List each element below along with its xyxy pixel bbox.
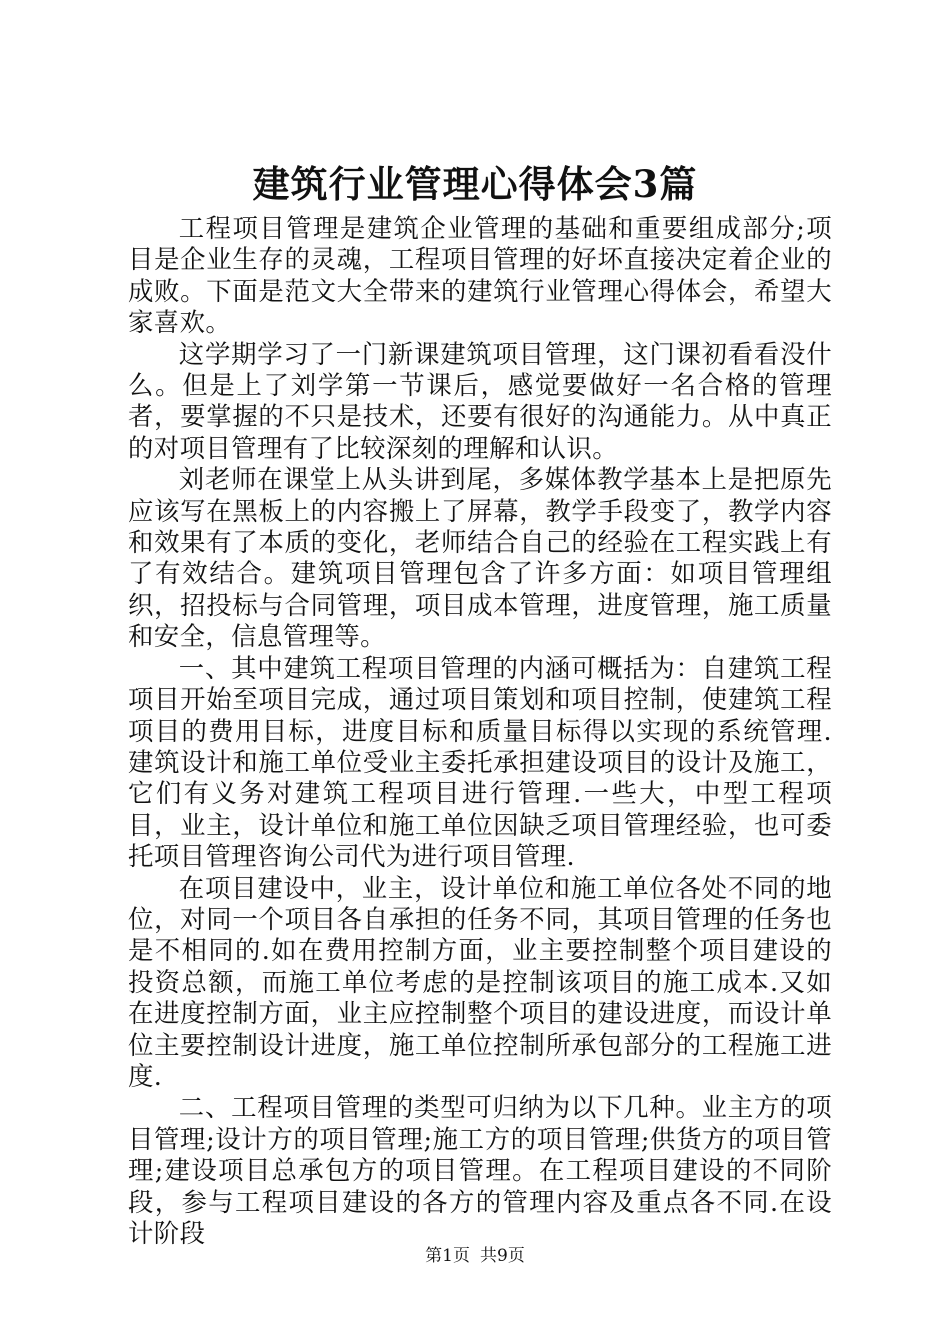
page-footer	[0, 1245, 950, 1267]
paragraph: 二、工程项目管理的类型可归纳为以下几种。业主方的项目管理;设计方的项目管理;施工方的项目管理;供货方的项目管理;建设项目总承包方的项目管理。在工程项目建设的不同阶段，参与工程项目建设的各方的管理内容及重点各不同.在设计阶段	[128, 1092, 832, 1248]
paragraph: 一、其中建筑工程项目管理的内涵可概括为：自建筑工程项目开始至项目完成，通过项目策划和项目控制，使建筑工程项目的费用目标，进度目标和质量目标得以实现的系统管理.建筑设计和施工单位受业主委托承担建设项目的设计及施工，它们有义务对建筑工程项目进行管理.一些大，中型工程项目，业主，设计单位和施工单位因缺乏项目管理经验，也可委托项目管理咨询公司代为进行项目管理.	[128, 652, 832, 872]
page-number-total: 共9页	[480, 1246, 525, 1266]
paragraph: 在项目建设中，业主，设计单位和施工单位各处不同的地位，对同一个项目各自承担的任务不同，其项目管理的任务也是不相同的.如在费用控制方面，业主要控制整个项目建设的投资总额，而施工单位考虑的是控制该项目的施工成本.又如在进度控制方面，业主应控制整个项目的建设进度，而设计单位主要控制设计进度，施工单位控制所承包部分的工程施工进度.	[128, 872, 832, 1091]
paragraph: 刘老师在课堂上从头讲到尾，多媒体教学基本上是把原先应该写在黑板上的内容搬上了屏幕，教学手段变了，教学内容和效果有了本质的变化，老师结合自己的经验在工程实践上有了有效结合。建筑项目管理包含了许多方面：如项目管理组织，招投标与合同管理，项目成本管理，进度管理，施工质量和安全，信息管理等。	[128, 464, 832, 652]
page-number-current: 第1页	[425, 1246, 470, 1266]
paragraph: 这学期学习了一门新课建筑项目管理，这门课初看看没什么。但是上了刘学第一节课后，感觉要做好一名合格的管理者，要掌握的不只是技术，还要有很好的沟通能力。从中真正的对项目管理有了比较深刻的理解和认识。	[128, 338, 832, 463]
document-title: 建筑行业管理心得体会3篇	[252, 162, 698, 206]
paragraph: 工程项目管理是建筑企业管理的基础和重要组成部分;项目是企业生存的灵魂，工程项目管理的好坏直接决定着企业的成败。下面是范文大全带来的建筑行业管理心得体会，希望大家喜欢。	[128, 213, 832, 338]
document-body	[128, 213, 832, 1249]
